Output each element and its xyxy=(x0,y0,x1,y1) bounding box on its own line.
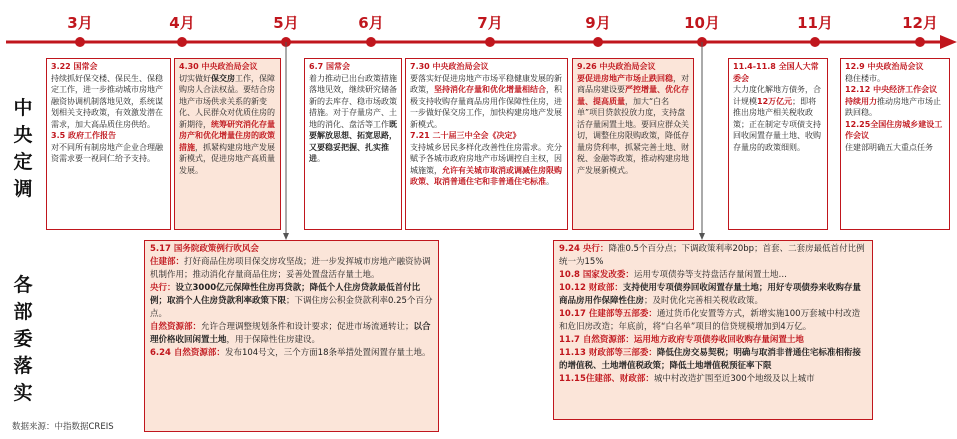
box-text: ；及时优化完善相关税收政策。 xyxy=(644,296,764,306)
side-char: 央 xyxy=(13,124,33,146)
dept-label: 10.12 财政部： xyxy=(559,283,623,293)
box-text: 打好商品住房项目保交房攻坚战；进一步发挥城市房地产融资协调机制作用；推动消化存量商品住房；妥善处置盘活存量土地。 xyxy=(150,257,431,280)
box-text: ，对商品房建设要 xyxy=(577,73,689,94)
box-november xyxy=(728,58,828,230)
box-april xyxy=(174,58,281,230)
dept-label: 11.13 财政部等三部委： xyxy=(559,348,657,358)
box-text-bold: 既要解放思想、拓宽思路，又要稳妥把握、扎实推进 xyxy=(309,119,397,163)
dept-label: 自然资源部： xyxy=(150,322,202,332)
box-heading: 7.21 二十届三中全会《决定》 xyxy=(410,131,521,140)
box-text: 。 xyxy=(546,177,554,186)
side-char: 落 xyxy=(13,355,33,377)
box-text: 大力度化解地方债务，合计规模 xyxy=(733,85,821,106)
month-apr: 4月 xyxy=(169,14,195,32)
box-text: 降准0.5个百分点；下调政策利率20bp；首套、二套房最低首付比例统一为15% xyxy=(559,244,865,267)
side-label-departments xyxy=(8,272,38,407)
side-char: 中 xyxy=(13,97,33,119)
box-heading: 11.4-11.8 全国人大常委会 xyxy=(733,62,819,83)
dept-label: 10.8 国家发改委： xyxy=(559,270,634,280)
month-jun: 6月 xyxy=(358,14,384,32)
source-note: 数据来源：中指数据CREIS xyxy=(12,422,114,432)
box-heading: 3.22 国常会 xyxy=(51,62,98,71)
box-july xyxy=(405,58,568,230)
box-text: 稳住楼市。 xyxy=(845,73,885,83)
box-text: 运用专项债券等支持盘活存量闲置土地… xyxy=(633,270,787,280)
box-heading: 3.5 政府工作报告 xyxy=(51,131,116,140)
box-text-bold: 以合理价格收回闲置土地 xyxy=(150,322,431,345)
box-text: ；即将推出房地产相关税收政策；正在制定专项债支持回收闲置存量土地、收购存量房的政策细则。 xyxy=(733,96,821,152)
box-heading: 4.30 中央政治局会议 xyxy=(179,62,258,71)
box-text: ；下调住房公积金贷款利率0.25个百分点。 xyxy=(150,296,433,319)
box-june xyxy=(304,58,402,230)
box-text: 通过货币化安置等方式，新增实施100万套城中村改造和危旧房改造；年底前，将“白名单”项目的信贷规模增加到4万亿。 xyxy=(559,309,861,332)
box-text: ，积极支持收购存量商品房用作保障性住房，进一步做好保交房工作，加快构建房地产发展新模式。 xyxy=(410,85,562,129)
box-text-bold: 保交房 xyxy=(211,73,235,83)
box-text-bold: 降低住房交易契税；明确与取消非普通住宅标准相衔接的增值税、土地增值税政策；降低土地增值税预征率下限 xyxy=(559,348,861,371)
side-label-central xyxy=(8,95,38,203)
month-sep: 9月 xyxy=(585,14,611,32)
box-text: ，加大“白名单”项目贷款投放力度，支持盘活存量闲置土地。要回应群众关切，调整住房限购政策，降低存量房贷利率，抓紧完善土地、财税、金融等政策，推动构建房地产发展新模式。 xyxy=(577,96,689,175)
box-heading: 12.25全国住房城乡建设工作会议 xyxy=(845,119,943,140)
box-text-highlight: 坚持消化存量和优化增量相结合 xyxy=(434,85,546,94)
side-char: 部 xyxy=(13,301,33,323)
box-text: 。 xyxy=(317,154,325,163)
box-text-highlight: 持续用力 xyxy=(845,96,877,106)
box-text: 推动房地产市场止跌回稳。 xyxy=(845,96,941,117)
box-heading: 6.7 国常会 xyxy=(309,62,350,71)
box-heading: 9.26 中央政治局会议 xyxy=(577,62,656,71)
month-oct: 10月 xyxy=(684,14,720,32)
box-heading: 12.9 中央政治局会议 xyxy=(845,62,924,71)
dept-label: 11.15住建部、财政部： xyxy=(559,374,654,384)
timeline xyxy=(0,0,957,60)
box-departments-sep-nov xyxy=(553,240,873,420)
box-text-highlight: 严控增量、优化存量、提高质量 xyxy=(577,85,689,106)
side-char: 委 xyxy=(13,328,33,350)
dept-label: 央行： xyxy=(150,283,176,293)
month-mar: 3月 xyxy=(67,14,93,32)
dept-label: 住建部： xyxy=(150,257,185,267)
month-may: 5月 xyxy=(273,14,299,32)
box-december xyxy=(840,58,950,230)
box-departments-may-june xyxy=(144,240,439,432)
box-text: 住建部明确五大重点任务 xyxy=(845,142,933,152)
dept-label: 9.24 央行： xyxy=(559,244,609,254)
side-char: 调 xyxy=(13,178,33,200)
month-dec: 12月 xyxy=(902,14,938,32)
side-char: 定 xyxy=(13,151,33,173)
side-char: 各 xyxy=(13,274,33,296)
dept-label: 11.7 自然资源部：运用地方政府专项债券收回收购存量闲置土地 xyxy=(559,335,804,345)
side-char: 实 xyxy=(13,382,33,404)
box-text: 着力推动已出台政策措施落地见效，继续研究储备新的去库存、稳市场政策措施。对于存量房产、土地的消化、盘活等工作 xyxy=(309,73,397,129)
box-text: 支持城乡居民多样化改善性住房需求。充分赋予各城市政府房地产市场调控自主权，因城施策， xyxy=(410,142,562,175)
box-text: 工作，保障购房人合法权益。要结合房地产市场供求关系的新变化、人民群众对优质住房的新期待， xyxy=(179,73,275,129)
box-text: ，用于保障性住房建设。 xyxy=(226,335,321,345)
box-march xyxy=(46,58,171,230)
box-text: 城中村改造扩围至近300个地级及以上城市 xyxy=(653,374,815,384)
box-heading: 5.17 国务院政策例行吹风会 xyxy=(150,244,259,254)
box-text: 发布104号文，三个方面18条举措处置闲置存量土地。 xyxy=(224,348,431,358)
box-text-highlight: 要促进房地产市场止跌回稳 xyxy=(577,73,673,83)
box-heading: 12.12 中央经济工作会议 xyxy=(845,85,938,94)
box-text: 要落实好促进房地产市场平稳健康发展的新政策， xyxy=(410,73,562,94)
dept-label: 6.24 自然资源部： xyxy=(150,348,225,358)
box-text-highlight: 12万亿元 xyxy=(757,96,793,106)
box-text-highlight: 允许有关城市取消或调减住房限购政策、取消普通住宅和非普通住宅标准 xyxy=(410,165,562,186)
dept-label: 10.17 住建部等五部委： xyxy=(559,309,657,319)
month-jul: 7月 xyxy=(477,14,503,32)
box-text: 持续抓好保交楼、保民生、保稳定工作，进一步推动城市房地产融资协调机制落地见效，系统谋划相关支持政策，有效激发潜在需求，加大高品质住房供给。 xyxy=(51,73,163,129)
box-heading: 7.30 中央政治局会议 xyxy=(410,62,489,71)
box-text: 对不同所有制房地产企业合理融资需求要一视同仁给予支持。 xyxy=(51,142,163,163)
box-text-bold: 设立3000亿元保障性住房再贷款；降低个人住房贷款最低首付比例；取消个人住房贷款利率政策下限 xyxy=(150,283,421,306)
month-nov: 11月 xyxy=(797,14,833,32)
box-text-highlight: 统筹研究消化存量房产和优化增量住房的政策措施 xyxy=(179,119,275,152)
box-text: ，抓紧构建房地产发展新模式，促进房地产高质量发展。 xyxy=(179,142,275,175)
box-text-bold: 支持使用专项债券回收闲置存量土地；用好专项债券来收购存量商品房用作保障性住房 xyxy=(559,283,861,306)
box-september xyxy=(572,58,694,230)
box-text: 切实做好 xyxy=(179,73,211,83)
box-text: 允许合理调整规划条件和设计要求；促进市场流通转让； xyxy=(201,322,414,332)
